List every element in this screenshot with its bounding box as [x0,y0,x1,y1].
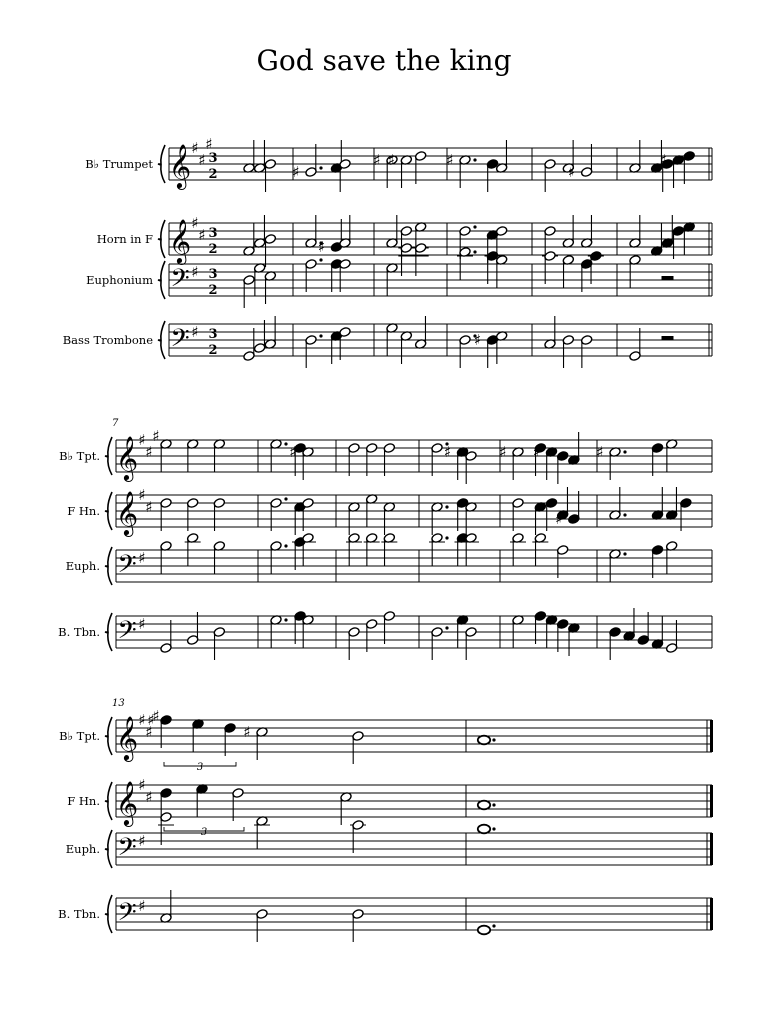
key-signature-sharp: ♯ [145,723,153,741]
key-signature-sharp: ♯ [138,776,146,794]
key-signature-sharp: ♯ [191,263,199,281]
final-bar-thick [710,785,713,817]
key-signature-sharp: ♯ [198,151,206,169]
key-signature-sharp: ♯ [145,443,153,461]
sharp-accidental: ♯ [555,510,563,528]
key-signature-sharp: ♯ [198,226,206,244]
augmentation-dot [623,552,626,555]
augmentation-dot [623,513,626,516]
note-head [478,926,490,935]
key-signature-sharp: ♯ [138,486,146,504]
bass-clef-icon: 𝄢 [117,550,137,585]
instrument-label: B♭ Tpt. [59,449,100,463]
key-signature-sharp: ♯ [145,498,153,516]
sharp-accidental: ♯ [596,443,604,461]
augmentation-dot [623,450,626,453]
note-head [478,825,490,834]
treble-clef-icon: 𝄞 [115,491,139,535]
key-signature-sharp: ♯ [191,214,199,232]
augmentation-dot [492,924,495,927]
sharp-accidental: ♯ [659,151,667,169]
sharp-accidental: ♯ [243,723,251,741]
sharp-accidental: ♯ [317,238,326,256]
key-signature-sharp: ♯ [138,897,146,915]
tuplet-number: 3 [200,827,208,838]
final-bar-thick [710,833,713,865]
bass-clef-icon: 𝄢 [117,616,137,651]
final-bar-thick [710,720,713,752]
treble-clef-icon: 𝄞 [115,436,139,480]
instrument-label: B♭ Tpt. [59,729,100,743]
treble-clef-icon: 𝄞 [115,716,139,760]
sharp-accidental: ♯ [499,443,507,461]
sharp-accidental: ♯ [446,151,454,169]
augmentation-dot [492,827,495,830]
augmentation-dot [319,258,322,261]
staff-brace [105,717,112,755]
augmentation-dot [284,544,287,547]
augmentation-dot [319,166,322,169]
instrument-label: Euph. [65,842,100,856]
augmentation-dot [445,626,448,629]
half-rest [662,336,674,340]
measure-number: 7 [112,418,119,429]
treble-clef-icon: 𝄞 [115,781,139,825]
sharp-accidental: ♯ [373,151,381,169]
sharp-accidental: ♯ [289,443,297,461]
instrument-label: B♭ Trumpet [85,157,153,171]
augmentation-dot [492,738,495,741]
time-signature-numerator: 3 [208,267,218,282]
bass-clef-icon: 𝄢 [170,324,190,359]
bass-clef-icon: 𝄢 [117,898,137,933]
sharp-accidental: ♯ [147,711,155,729]
sharp-accidental: ♯ [473,331,482,349]
time-signature-denominator: 2 [208,167,218,182]
final-bar-thick [710,898,713,930]
staff-brace [105,782,112,820]
key-signature-sharp: ♯ [138,832,146,850]
key-signature-sharp: ♯ [191,139,199,157]
tuplet-number: 3 [196,762,204,773]
augmentation-dot [492,803,495,806]
sharp-accidental: ♯ [387,151,395,169]
treble-clef-icon: 𝄞 [168,219,192,263]
time-signature-numerator: 3 [208,151,218,166]
sharp-accidental: ♯ [568,163,576,181]
sharp-accidental: ♯ [532,443,541,461]
staff-brace [105,492,112,530]
augmentation-dot [473,225,476,228]
staff-brace [105,830,112,868]
augmentation-dot [284,618,287,621]
staff-brace [158,220,165,258]
bass-clef-icon: 𝄢 [117,833,137,868]
staff-brace [158,321,165,359]
staff-brace [105,547,112,585]
half-rest [662,276,674,280]
key-signature-sharp: ♯ [138,615,146,633]
time-signature-numerator: 3 [208,226,218,241]
instrument-label: Euph. [65,559,100,573]
instrument-label: F Hn. [67,794,100,808]
instrument-label: F Hn. [67,504,100,518]
sharp-accidental: ♯ [292,163,300,181]
augmentation-dot [473,158,476,161]
instrument-label: B. Tbn. [58,907,100,921]
key-signature-sharp: ♯ [138,711,146,729]
key-signature-sharp: ♯ [138,549,146,567]
augmentation-dot [445,505,448,508]
instrument-label: B. Tbn. [58,625,100,639]
staff-brace [158,261,165,299]
staff-brace [105,895,112,933]
instrument-label: Horn in F [96,232,153,246]
augmentation-dot [445,536,448,539]
staff-brace [158,145,165,183]
augmentation-dot [284,442,287,445]
key-signature-sharp: ♯ [205,135,213,153]
key-signature-sharp: ♯ [145,788,153,806]
time-signature-denominator: 2 [208,343,218,358]
augmentation-dot [284,497,287,500]
key-signature-sharp: ♯ [191,323,199,341]
sharp-accidental: ♯ [443,443,452,461]
instrument-label: Bass Trombone [62,333,153,347]
note-head [478,801,490,810]
time-signature-denominator: 2 [208,242,218,257]
time-signature-numerator: 3 [208,327,218,342]
staff-brace [105,613,112,651]
key-signature-sharp: ♯ [152,707,160,725]
note-head [478,736,490,745]
augmentation-dot [473,250,476,253]
treble-clef-icon: 𝄞 [168,144,192,188]
time-signature-denominator: 2 [208,283,218,298]
key-signature-sharp: ♯ [138,431,146,449]
key-signature-sharp: ♯ [152,427,160,445]
instrument-label: Euphonium [86,273,153,287]
measure-number: 13 [112,698,125,709]
score-title: God save the king [256,44,512,77]
augmentation-dot [319,334,322,337]
bass-clef-icon: 𝄢 [170,264,190,299]
staff-brace [105,437,112,475]
